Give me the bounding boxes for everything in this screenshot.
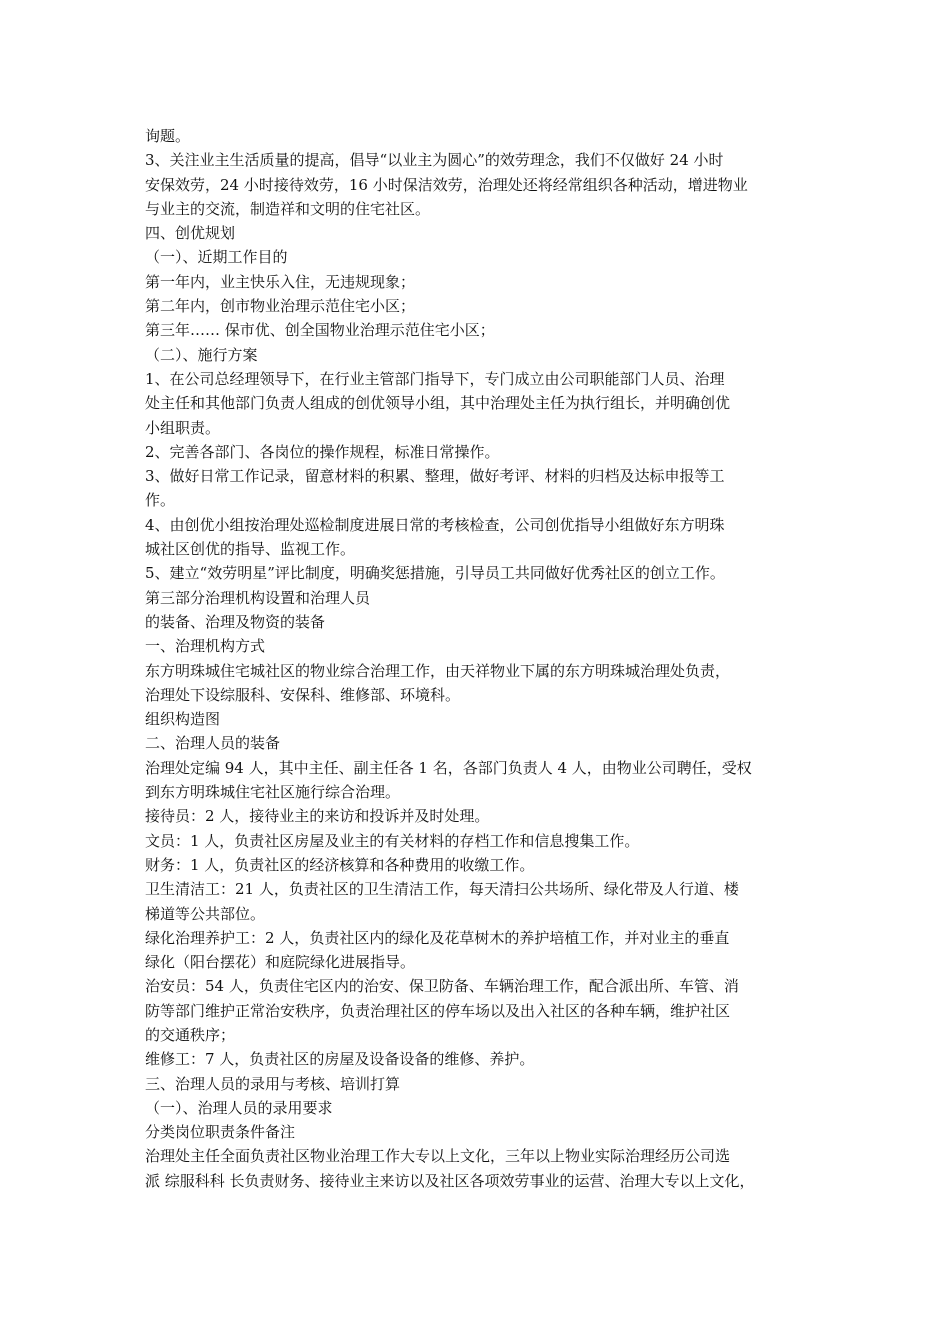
- text-line: 三、治理人员的录用与考核、培训打算: [145, 1074, 401, 1093]
- text-line: （二）、施行方案: [145, 345, 258, 364]
- text-line: 卫生清洁工：21 人，负责社区的卫生清洁工作，每天清扫公共场所、绿化带及人行道、楼: [145, 880, 739, 899]
- text-line: 防等部门维护正常治安秩序，负责治理社区的停车场以及出入社区的各种车辆，维护社区: [145, 1001, 731, 1020]
- text-line: 处主任和其他部门负责人组成的创优领导小组，其中治理处主任为执行组长，并明确创优: [145, 394, 731, 413]
- text-line: 一、治理机构方式: [145, 637, 266, 656]
- text-line: 东方明珠城住宅城社区的物业综合治理工作，由天祥物业下属的东方明珠城治理处负责，: [145, 661, 731, 680]
- text-line: 城社区创优的指导、监视工作。: [145, 540, 356, 559]
- document-body: [145, 124, 815, 1193]
- text-line: 治安员：54 人，负责住宅区内的治安、保卫防备、车辆治理工作，配合派出所、车管、消: [145, 977, 739, 996]
- text-line: 第一年内，业主快乐入住，无违规现象；: [145, 272, 416, 291]
- text-line: 四、创优规划: [145, 224, 236, 243]
- text-line: 财务：1 人，负责社区的经济核算和各种费用的收缴工作。: [145, 855, 535, 874]
- text-line: 到东方明珠城住宅社区施行综合治理。: [145, 783, 401, 802]
- text-line: 绿化治理养护工：2 人，负责社区内的绿化及花草树木的养护培植工作，并对业主的垂直: [145, 928, 730, 947]
- text-line: 治理处定编 94 人，其中主任、副主任各 1 名，各部门负责人 4 人，由物业公司聘任，受权: [145, 758, 752, 777]
- text-line: 4、由创优小组按治理处巡检制度进展日常的考核检查，公司创优指导小组做好东方明珠: [145, 515, 725, 534]
- text-line: 绿化（阳台摆花）和庭院绿化进展指导。: [145, 953, 416, 972]
- text-line: 分类岗位职责条件备注: [145, 1123, 296, 1142]
- text-line: 3、做好日常工作记录，留意材料的积累、整理，做好考评、材料的归档及达标申报等工: [145, 467, 725, 486]
- text-line: 小组职责。: [145, 418, 221, 437]
- text-line: 组织构造图: [145, 710, 221, 729]
- text-line: 接待员：2 人，接待业主的来访和投诉并及时处理。: [145, 807, 490, 826]
- text-line: 5、建立“效劳明星”评比制度，明确奖惩措施，引导员工共同做好优秀社区的创立工作。: [145, 564, 725, 583]
- text-line: （一）、近期工作目的: [145, 248, 288, 267]
- text-line: 询题。: [145, 127, 191, 145]
- text-line: 第三年…… 保市优、创全国物业治理示范住宅小区；: [145, 321, 495, 340]
- text-line: 第二年内，创市物业治理示范住宅小区；: [145, 297, 416, 316]
- text-line: 2、完善各部门、各岗位的操作规程，标准日常操作。: [145, 442, 500, 461]
- text-line: 梯道等公共部位。: [145, 904, 266, 923]
- text-line: 的装备、治理及物资的装备: [145, 612, 326, 631]
- text-line: 第三部分治理机构设置和治理人员: [145, 588, 371, 607]
- text-line: 3、关注业主生活质量的提高，倡导“以业主为圆心”的效劳理念，我们不仅做好 24 小时: [145, 151, 724, 170]
- text-line: 的交通秩序；: [145, 1025, 236, 1044]
- text-line: 二、治理人员的装备: [145, 734, 281, 753]
- text-line: （一）、治理人员的录用要求: [145, 1098, 333, 1117]
- text-line: 与业主的交流，制造祥和文明的住宅社区。: [145, 199, 431, 218]
- text-line: 治理处下设综服科、安保科、维修部、环境科。: [145, 685, 461, 704]
- text-line: 作。: [145, 491, 176, 510]
- text-line: 文员：1 人，负责社区房屋及业主的有关材料的存档工作和信息搜集工作。: [145, 831, 640, 850]
- text-line: 治理处主任全面负责社区物业治理工作大专以上文化，三年以上物业实际治理经历公司选: [145, 1147, 731, 1166]
- text-line: 派 综服科科 长负责财务、接待业主来访以及社区各项效劳事业的运营、治理大专以上文化，: [145, 1171, 755, 1190]
- text-line: 安保效劳，24 小时接待效劳，16 小时保洁效劳，治理处还将经常组织各种活动，增进物业: [145, 175, 748, 194]
- text-line: 维修工：7 人，负责社区的房屋及设备设备的维修、养护。: [145, 1050, 535, 1069]
- text-line: 1、在公司总经理领导下，在行业主管部门指导下，专门成立由公司职能部门人员、治理: [145, 369, 725, 388]
